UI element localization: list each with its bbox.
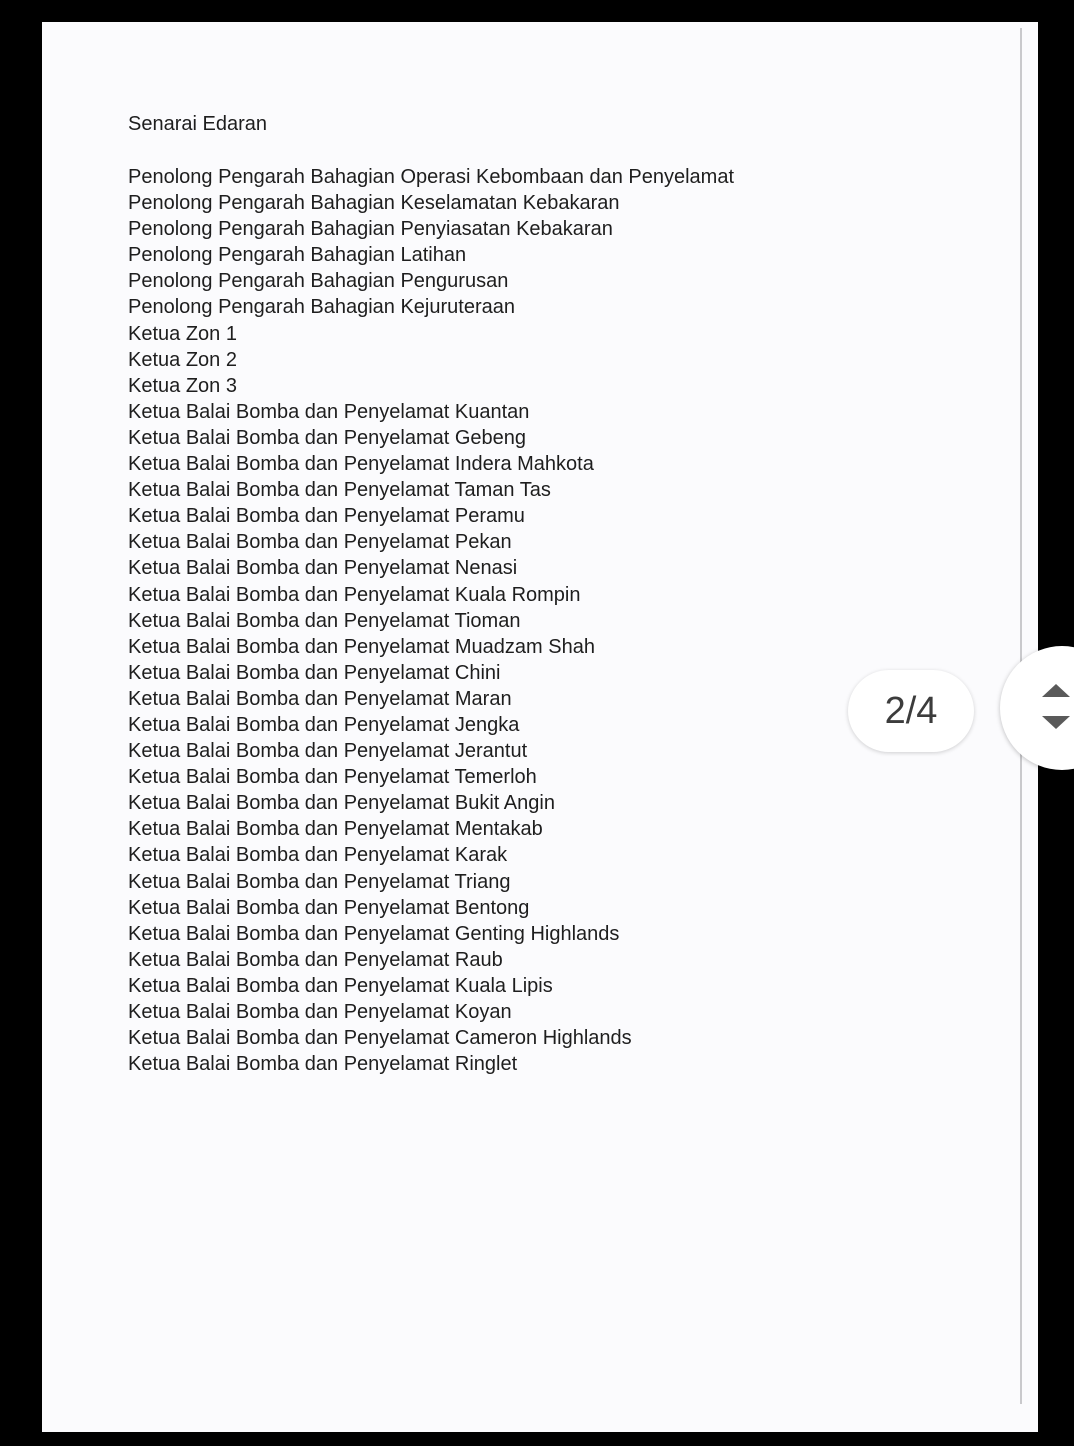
list-item: Ketua Balai Bomba dan Penyelamat Triang bbox=[128, 870, 511, 893]
list-item: Ketua Balai Bomba dan Penyelamat Peramu bbox=[128, 505, 525, 528]
arrow-down-icon bbox=[1042, 716, 1070, 729]
list-item: Penolong Pengarah Bahagian Pengurusan bbox=[128, 270, 509, 293]
list-item: Ketua Balai Bomba dan Penyelamat Raub bbox=[128, 948, 503, 971]
page-indicator: 2/4 bbox=[848, 670, 974, 752]
list-item: Ketua Balai Bomba dan Penyelamat Temerloh bbox=[128, 766, 537, 789]
list-item: Ketua Balai Bomba dan Penyelamat Koyan bbox=[128, 1001, 512, 1023]
list-item: Ketua Balai Bomba dan Penyelamat Tioman bbox=[128, 609, 521, 632]
list-item: Ketua Balai Bomba dan Penyelamat Chini bbox=[128, 661, 501, 684]
list-item: Ketua Balai Bomba dan Penyelamat Mentakab bbox=[128, 818, 543, 841]
list-item: Ketua Balai Bomba dan Penyelamat Ringlet bbox=[128, 1053, 518, 1076]
list-item: Ketua Balai Bomba dan Penyelamat Indera Mahkota bbox=[128, 453, 594, 476]
list-item: Ketua Zon 1 bbox=[128, 322, 237, 345]
list-item: Ketua Balai Bomba dan Penyelamat Bentong bbox=[128, 896, 530, 919]
list-item: Penolong Pengarah Bahagian Keselamatan Kebakaran bbox=[128, 192, 620, 215]
list-item: Ketua Balai Bomba dan Penyelamat Muadzam Shah bbox=[128, 635, 595, 658]
list-item: Penolong Pengarah Bahagian Operasi Kebombaan dan Penyelamat bbox=[128, 166, 734, 188]
list-item: Ketua Balai Bomba dan Penyelamat Karak bbox=[128, 844, 508, 867]
list-item: Ketua Balai Bomba dan Penyelamat Bukit Angin bbox=[128, 792, 555, 815]
list-item: Ketua Balai Bomba dan Penyelamat Gebeng bbox=[128, 426, 527, 449]
list-item: Ketua Balai Bomba dan Penyelamat Kuantan bbox=[128, 400, 530, 423]
document-title: Senarai Edaran bbox=[128, 113, 267, 135]
list-item: Ketua Balai Bomba dan Penyelamat Nenasi bbox=[128, 557, 518, 580]
list-item: Ketua Balai Bomba dan Penyelamat Cameron Highlands bbox=[128, 1027, 632, 1050]
list-item: Ketua Balai Bomba dan Penyelamat Pekan bbox=[128, 531, 512, 554]
list-item: Penolong Pengarah Bahagian Kejuruteraan bbox=[128, 296, 515, 319]
list-item: Ketua Balai Bomba dan Penyelamat Jengka bbox=[128, 713, 520, 736]
list-item: Penolong Pengarah Bahagian Penyiasatan Kebakaran bbox=[128, 218, 613, 241]
list-item: Ketua Zon 2 bbox=[128, 348, 237, 371]
arrow-up-icon bbox=[1042, 684, 1070, 697]
distribution-list bbox=[128, 164, 734, 1077]
list-item: Ketua Balai Bomba dan Penyelamat Maran bbox=[128, 687, 512, 710]
list-item: Ketua Zon 3 bbox=[128, 374, 237, 397]
list-item: Penolong Pengarah Bahagian Latihan bbox=[128, 244, 467, 267]
list-item: Ketua Balai Bomba dan Penyelamat Kuala Lipis bbox=[128, 974, 553, 997]
list-item: Ketua Balai Bomba dan Penyelamat Taman Tas bbox=[128, 479, 551, 502]
list-item: Ketua Balai Bomba dan Penyelamat Jerantut bbox=[128, 740, 528, 763]
list-item: Ketua Balai Bomba dan Penyelamat Kuala Rompin bbox=[128, 583, 581, 606]
list-item: Ketua Balai Bomba dan Penyelamat Genting Highlands bbox=[128, 922, 620, 945]
